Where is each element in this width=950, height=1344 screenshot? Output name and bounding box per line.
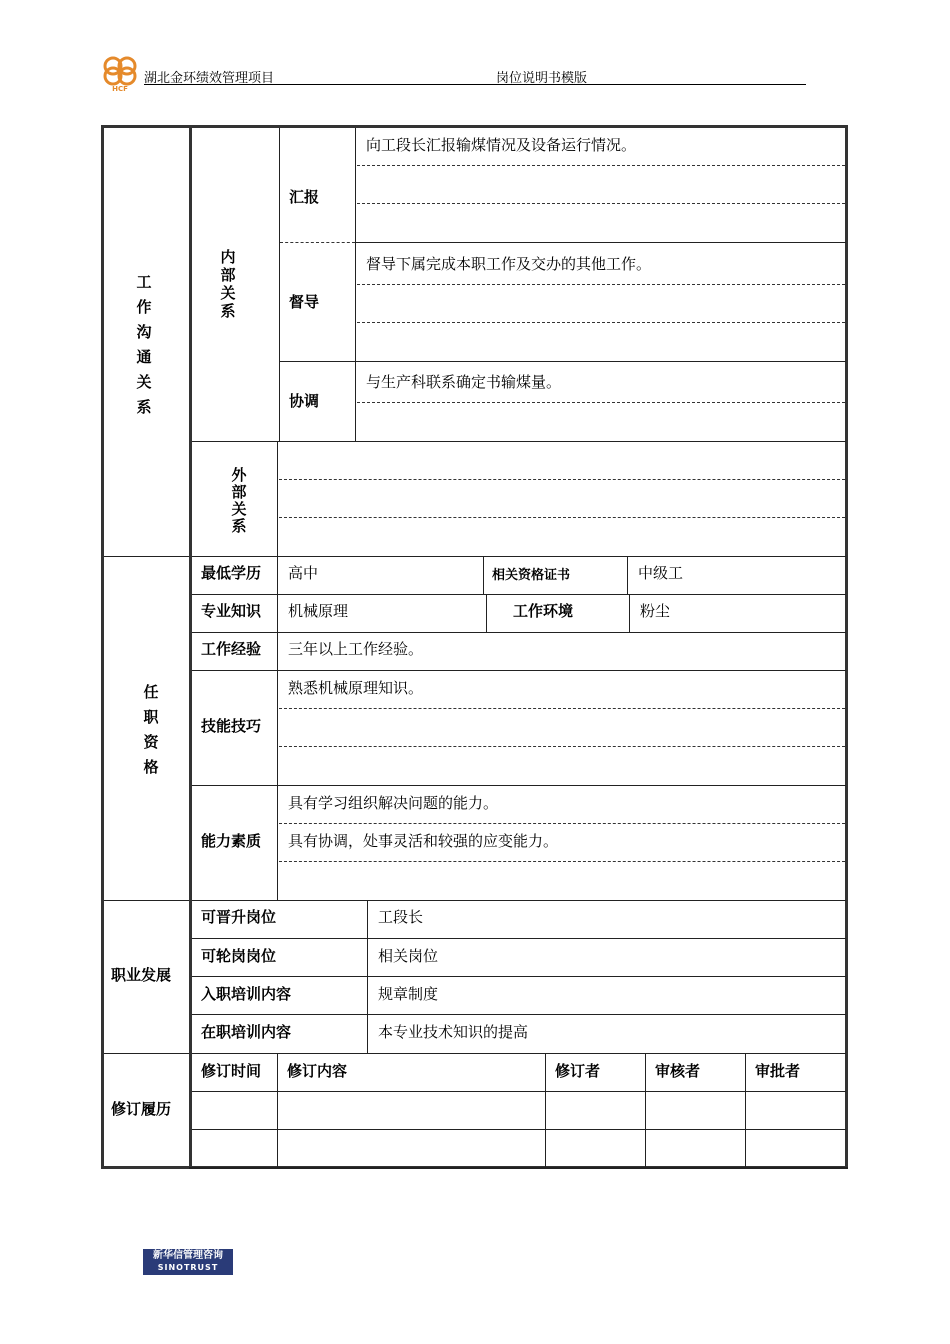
dashed-line (357, 165, 845, 166)
work-comm-label: 工 作 沟 通 关 系 (136, 273, 152, 416)
coordinate-text: 与生产科联系确定书输煤量。 (366, 373, 562, 391)
page-header (100, 52, 806, 92)
column-divider (486, 594, 487, 632)
dashed-line (357, 284, 845, 285)
dashed-line (357, 402, 845, 403)
dashed-line (357, 322, 845, 323)
entry-training-value: 规章制度 (378, 985, 439, 1003)
ability-label: 能力素质 (201, 832, 262, 850)
column-divider (629, 594, 630, 632)
edu-value: 高中 (288, 564, 319, 582)
revision-col-time: 修订时间 (201, 1062, 262, 1080)
row-divider (356, 242, 846, 243)
ability-value-2: 具有协调，处事灵活和较强的应变能力。 (288, 832, 559, 850)
column-divider (355, 128, 356, 441)
footer-logo-line1: 新华信管理咨询 (153, 1250, 223, 1261)
dashed-line (279, 861, 845, 862)
column-divider (277, 556, 278, 900)
header-divider (144, 84, 806, 85)
row-divider (192, 632, 846, 633)
column-divider (277, 441, 278, 556)
column-divider (189, 128, 192, 1169)
revision-col-content: 修订内容 (287, 1062, 348, 1080)
onjob-training-value: 本专业技术知识的提高 (378, 1023, 529, 1041)
knowledge-value: 机械原理 (288, 602, 349, 620)
dashed-line (279, 708, 845, 709)
row-divider (280, 361, 846, 362)
qualification-label: 任 职 资 格 (143, 683, 159, 776)
section-divider (104, 1053, 846, 1054)
promote-label: 可晋升岗位 (201, 908, 277, 926)
ability-value-1: 具有学习组织解决问题的能力。 (288, 794, 499, 812)
revision-col-reviser: 修订者 (555, 1062, 601, 1080)
column-divider (645, 1053, 646, 1169)
onjob-training-label: 在职培训内容 (201, 1023, 292, 1041)
document-title: 岗位说明书模版 (496, 71, 588, 86)
knowledge-label: 专业知识 (201, 602, 262, 620)
cert-label: 相关资格证书 (492, 568, 571, 583)
row-divider (192, 1014, 846, 1015)
section-divider (104, 556, 846, 557)
dashed-line (279, 823, 845, 824)
row-divider (192, 785, 846, 786)
rotate-label: 可轮岗岗位 (201, 947, 277, 965)
dashed-line (279, 746, 845, 747)
column-divider (627, 556, 628, 594)
internal-label: 内 部 关 系 (220, 248, 236, 320)
coordinate-label: 协调 (289, 392, 320, 410)
report-text: 向工段长汇报输煤情况及设备运行情况。 (366, 136, 637, 154)
promote-value: 工段长 (378, 908, 424, 926)
exp-value: 三年以上工作经验。 (288, 640, 424, 658)
external-label: 外 部 关 系 (231, 466, 247, 535)
column-divider (545, 1053, 546, 1169)
row-divider (192, 938, 846, 939)
row-divider (192, 594, 846, 595)
supervise-label: 督导 (289, 293, 320, 311)
row-divider (280, 242, 355, 243)
env-label: 工作环境 (513, 602, 574, 620)
rotate-value: 相关岗位 (378, 947, 439, 965)
row-divider (192, 1129, 846, 1130)
section-divider (104, 900, 846, 901)
supervise-text: 督导下属完成本职工作及交办的其他工作。 (366, 255, 652, 273)
revision-col-approver: 审批者 (755, 1062, 801, 1080)
row-divider (189, 1167, 848, 1169)
dashed-line (357, 203, 845, 204)
report-label: 汇报 (289, 188, 320, 206)
dashed-line (279, 517, 845, 518)
sinotrust-logo (143, 1249, 233, 1275)
exp-label: 工作经验 (201, 640, 262, 658)
revision-label: 修订履历 (111, 1100, 172, 1118)
career-label: 职业发展 (111, 966, 172, 984)
column-divider (277, 1053, 278, 1169)
skill-value: 熟悉机械原理知识。 (288, 679, 424, 697)
env-value: 粉尘 (640, 602, 671, 620)
project-title: 湖北金环绩效管理项目 (144, 71, 275, 86)
column-divider (483, 556, 484, 594)
row-divider (192, 976, 846, 977)
cert-value: 中级工 (638, 564, 684, 582)
hcf-logo (100, 54, 140, 92)
row-divider (192, 1091, 846, 1092)
footer-logo-line2: SINOTRUST (157, 1263, 219, 1272)
row-divider (192, 670, 846, 671)
row-divider (192, 441, 846, 442)
logo-text: HCF (112, 85, 128, 92)
entry-training-label: 入职培训内容 (201, 985, 292, 1003)
skill-label: 技能技巧 (201, 717, 262, 735)
dashed-line (279, 479, 845, 480)
column-divider (745, 1053, 746, 1169)
edu-label: 最低学历 (201, 564, 262, 582)
revision-col-reviewer: 审核者 (655, 1062, 701, 1080)
column-divider (279, 128, 280, 441)
